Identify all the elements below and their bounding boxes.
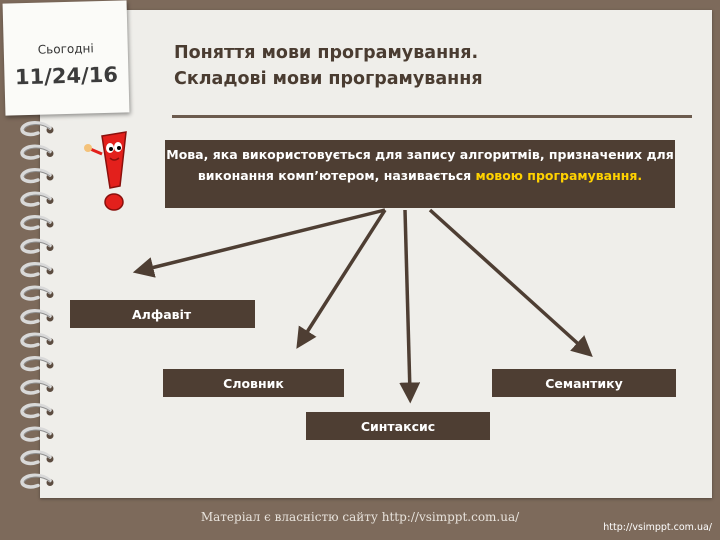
arrow-to-syntax: [405, 210, 410, 393]
component-syntax: Синтаксис: [306, 412, 490, 440]
arrow-to-semantics: [430, 210, 585, 350]
footer-watermark: Матеріал є власністю сайту http://vsimppt.com.ua/: [200, 510, 520, 524]
definition-highlight: мовою програмування.: [475, 168, 643, 183]
definition-text: Мова, яка використовується для запису алгоритмів, призначених для виконання комп’ютером, називається: [166, 147, 674, 183]
date-value: 11/24/16: [14, 62, 119, 90]
date-label: Сьогодні: [37, 41, 94, 57]
title-line-1: Поняття мови програмування.: [174, 43, 479, 63]
component-alphabet: Алфавіт: [70, 300, 255, 328]
footer-url[interactable]: http://vsimppt.com.ua/: [603, 522, 712, 533]
component-dictionary: Словник: [163, 369, 344, 397]
title-line-2: Складові мови програмування: [174, 69, 483, 89]
arrow-to-alphabet: [143, 210, 385, 270]
component-semantics: Семантику: [492, 369, 676, 397]
arrow-to-dictionary: [302, 210, 385, 340]
